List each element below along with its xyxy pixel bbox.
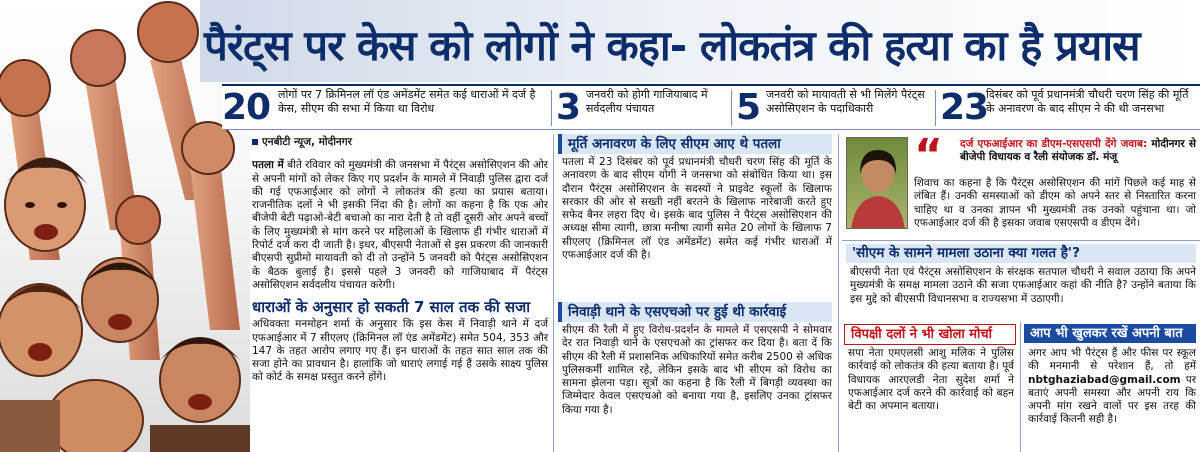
opposition-heading: विपक्षी दलों ने भी खोला मोर्चा bbox=[844, 324, 1016, 345]
subheading: धाराओं के अनुसार हो सकती 7 साल तक की सजा bbox=[252, 298, 531, 317]
bullet-square-icon bbox=[252, 139, 258, 145]
fact-number: 5 bbox=[736, 87, 761, 128]
column-divider bbox=[1020, 322, 1021, 452]
fact-item bbox=[556, 86, 732, 130]
column-divider bbox=[838, 135, 839, 452]
fact-text: जनवरी को मायावती से भी मिलेंगे पैरंट्स असोसिएशन के पदाधिकारी bbox=[766, 88, 925, 115]
quote-text: शिवाच का कहना है कि पैरंट्स असोसिएशन की मांगें पिछले कई माह से लंबित हैं। उनकी समस्याओं को डीएम को अपने स्तर से निस्तारित करना चाहिए था व उनका ज्ञापन भी मुख्यमंत्री तक उनको पहुंचाना था। जो एफआईआर दर्ज की है इसका जवाब एसएसपी व डीएम देंगे। bbox=[914, 177, 1196, 229]
quote-heading: दर्ज एफआईआर का डीएम-एसएसपी देंगे जवाब: bbox=[960, 138, 1148, 150]
cm-heading: 'सीएम के सामने मामला उठाना क्या गलत है'? bbox=[846, 244, 1196, 263]
fact-text: लोगों पर 7 क्रिमिनल लॉ एंड अमेंडमेंट समेत कई धाराओं में दर्ज है केस, सीएम की सभा में किया था विरोध bbox=[278, 88, 536, 115]
fact-item bbox=[736, 86, 936, 130]
section-rule bbox=[842, 240, 1200, 241]
byline: एनबीटी न्यूज, मोदीनगर bbox=[252, 136, 548, 149]
email-link[interactable]: nbtghaziabad@gmail.com bbox=[1028, 373, 1181, 386]
column-divider bbox=[553, 135, 554, 452]
speak-text: अगर आप भी पैरंट्स हैं और फीस पर स्कूल की मनमानी से परेशान हैं, तो हमें nbtghaziabad@gmail.com पर बताएं अपनी समस्या और अपनी राय कि अपनी मांग रखने वालों पर इस तरह की कार्रवाई कितनी सही है। bbox=[1028, 347, 1196, 426]
opposition-text: सपा नेता एमएलसी आशु मलिक ने पुलिस कार्रवाई को लोकतंत्र की हत्या बताया है। पूर्व विधायक आरएलडी नेता सुदेश शर्मा ने एफआईआर दर्ज करने की कार्रवाई को बहन बेटी का अपमान बताया। bbox=[848, 347, 1014, 413]
speak-heading: आप भी खुलकर रखें अपनी बात bbox=[1024, 324, 1196, 343]
statue-heading: मूर्ति अनावरण के लिए सीएम आए थे पतला bbox=[558, 134, 832, 154]
headline-banner bbox=[200, 0, 1200, 82]
sho-heading: निवाड़ी थाने के एसएचओ पर हुई थी कार्रवाई bbox=[558, 302, 832, 322]
fact-text: दिसंबर को पूर्व प्रधानमंत्री चौधरी चरण सिंह की मूर्ति के अनावरण के बाद सीएम ने की थी जनसभा bbox=[986, 88, 1189, 115]
portrait-photo bbox=[846, 137, 908, 229]
fact-number: 23 bbox=[940, 87, 989, 128]
sub-paragraph: अधिवक्ता मनमोहन शर्मा के अनुसार कि इस केस में निवाड़ी थाने में दर्ज एफआईआर में 7 सीएलए (क्रिमिनल लॉ एंड अमेंडमेंट) समेत 504, 353 और 147 के तहत आरोप लगाए गए हैं। इन धाराओं के तहत सात साल तक की सजा होने का प्रावधान है। हालांकि जो धाराएं लगाई गई हैं उसके साक्ष्य पुलिस को कोर्ट के समक्ष प्रस्तुत करने होंगे। bbox=[252, 318, 548, 384]
quote-bold: मोदीनगर से बीजेपी विधायक व रैली संयोजक डॉ. मंजू bbox=[960, 138, 1196, 164]
quote-mark-icon: “ bbox=[914, 130, 943, 181]
headline: पैरंट्स पर केस को लोगों ने कहा- लोकतंत्र की हत्या का है प्रयास bbox=[204, 21, 1140, 70]
fact-strip bbox=[222, 84, 1200, 130]
main-story bbox=[252, 136, 548, 385]
lead-paragraph bbox=[252, 159, 548, 292]
statue-story: पतला में 23 दिसंबर को पूर्व प्रधानमंत्री चौधरी चरण सिंह की मूर्ति के अनावरण के बाद सीएम योगी ने जनसभा को संबोधित किया था। इस दौरान पैरंट्स असोसिएशन के सदस्यों ने प्राइवेट स्कूलों के खिलाफ सरकार की ओर से सख्ती नहीं बरतने के खिलाफ नारेबाजी करते हुए सफेद बैनर लहरा दिए थे। इसके बाद पुलिस ने पैरंट्स असोसिएशन की अध्यक्ष सीमा त्यागी, छात्रा मनीषा त्यागी समेत 20 लोगों के खिलाफ 7 सीएलए (क्रिमिनल लॉ एंड अमेंडमेंट) समेत कई गंभीर धाराओं में एफआईआर दर्ज की है। bbox=[562, 156, 832, 262]
cm-text: बीएसपी नेता एवं पैरंट्स असोसिएशन के संरक्षक सतपाल चौधरी ने सवाल उठाया कि अपने मुख्यमंत्री के समक्ष मामला उठाने की सजा एफआईआर कहां की नीति है? उन्होंने बताया कि इस मुद्दे को बीएसपी विधानसभा व राज्यसभा में उठाएगी। bbox=[850, 266, 1196, 305]
fact-number: 3 bbox=[556, 87, 581, 128]
fact-number: 20 bbox=[222, 87, 271, 128]
sho-story: सीएम की रैली में हुए विरोध-प्रदर्शन के मामले में एसएसपी ने सोमवार देर रात निवाड़ी थाने के एसएचओ का ट्रांसफर कर दिया है। बता दें कि सीएम की रैली में प्रशासनिक अधिकारियों समेत करीब 2500 से अधिक पुलिसकर्मी शामिल रहे, लेकिन इसके बाद भी सीएम को विरोध का सामना झेलना पड़ा। सूत्रों का कहना है कि रैली में बिगड़ी व्यवस्था का जिम्मेदार केवल एसएचओ को बनाया गया है, इसलिए उनका ट्रांसफर किया गया है। bbox=[562, 324, 832, 416]
lead-text: बीते रविवार को मुख्यमंत्री की जनसभा में पैरंट्स असोसिएशन की ओर से अपनी मांगों को लेकर किए गए प्रदर्शन के मामले में निवाड़ी पुलिस द्वारा दर्ज की गई एफआईआर को लोगों ने लोकतंत्र की हत्या का प्रयास बताया। राजनीतिक दलों ने भी इसकी निंदा की है। लोगों का कहना है कि एक ओर बीजेपी बेटी पढ़ाओ-बेटी बचाओ का नारा देती है तो वहीं दूसरी ओर अपने बच्चों के लिए मुख्यमंत्री से मांग करने पर महिलाओं के खिलाफ ही गंभीर धाराओं में रिपोर्ट दर्ज करा दी जाती है। इधर, बीएसपी नेताओं से इस प्रकरण की जानकारी बीएसपी सुप्रीमो मायावती को दी तो उन्होंने 5 जनवरी को पैरंट्स असोसिएशन के बैठक बुलाई है। इससे पहले 3 जनवरी को गाजियाबाद में पैरंट्स असोसिएशन सर्वदलीय पंचायत करेगी। bbox=[252, 159, 548, 291]
fact-text: जनवरी को होगी गाजियाबाद में सर्वदलीय पंचायत bbox=[586, 88, 708, 115]
lead-place: पतला में bbox=[252, 159, 284, 172]
fact-item bbox=[222, 86, 552, 130]
fact-item bbox=[940, 86, 1200, 130]
quote-lead bbox=[960, 138, 1196, 165]
